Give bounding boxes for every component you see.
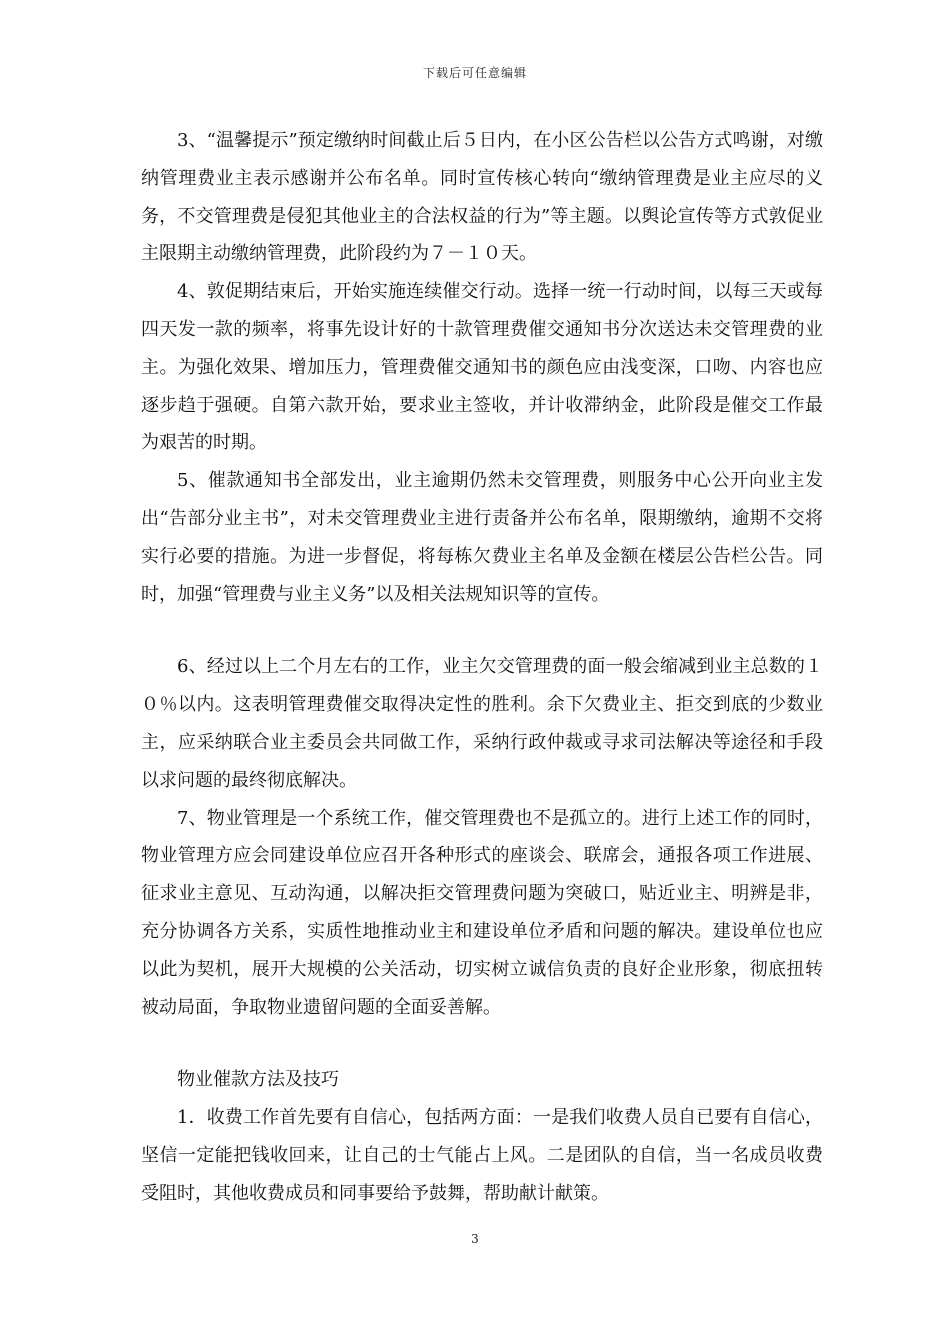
page-number: 3 xyxy=(471,1232,479,1246)
document-body xyxy=(141,122,823,1213)
paragraph-7: 7、物业管理是一个系统工作，催交管理费也不是孤立的。进行上述工作的同时，物业管理方应会同建设单位应召开各种形式的座谈会、联席会，通报各项工作进展、征求业主意见、互动沟通，以解决拒交管理费问题为突破口，贴近业主、明辨是非，充分协调各方关系，实质性地推动业主和建设单位矛盾和问题的解决。建设单位也应以此为契机，展开大规模的公关活动，切实树立诚信负责的良好企业形象，彻底扭转被动局面，争取物业遗留问题的全面妥善解。 xyxy=(141,807,823,1018)
page-header: 下载后可任意编辑 xyxy=(422,66,527,80)
paragraph-tip-1: 1．收费工作首先要有自信心，包括两方面：一是我们收费人员自已要有自信心，坚信一定能把钱收回来，让自己的士气能占上风。二是团队的自信，当一名成员收费受阻时，其他收费成员和同事要给予鼓舞，帮助献计献策。 xyxy=(141,1107,823,1204)
paragraph-5: 5、催款通知书全部发出，业主逾期仍然未交管理费，则服务中心公开向业主发出“告部分业主书”，对未交管理费业主进行责备并公布名单，限期缴纳，逾期不交将实行必要的措施。为进一步督促，将每栋欠费业主名单及金额在楼层公告栏公告。同时，加强“管理费与业主义务”以及相关法规知识等的宣传。 xyxy=(141,470,823,605)
paragraph-4: 4、敦促期结束后，开始实施连续催交行动。选择一统一行动时间，以每三天或每四天发一款的频率，将事先设计好的十款管理费催交通知书分次送达未交管理费的业主。为强化效果、增加压力，管理费催交通知书的颜色应由浅变深，口吻、内容也应逐步趋于强硬。自第六款开始，要求业主签收，并计收滞纳金，此阶段是催交工作最为艰苦的时期。 xyxy=(141,281,823,454)
paragraph-3: 3、“温馨提示”预定缴纳时间截止后５日内，在小区公告栏以公告方式鸣谢，对缴纳管理费业主表示感谢并公布名单。同时宣传核心转向“缴纳管理费是业主应尽的义务，不交管理费是侵犯其他业主的合法权益的行为”等主题。以舆论宣传等方式敦促业主限期主动缴纳管理费，此阶段约为７－１０天。 xyxy=(141,130,823,265)
section-title: 物业催款方法及技巧 xyxy=(177,1069,339,1091)
paragraph-6: 6、经过以上二个月左右的工作，业主欠交管理费的面一般会缩减到业主总数的１０％以内。这表明管理费催交取得决定性的胜利。余下欠费业主、拒交到底的少数业主，应采纳联合业主委员会共同做工作，采纳行政仲裁或寻求司法解决等途径和手段以求问题的最终彻底解决。 xyxy=(141,656,823,791)
